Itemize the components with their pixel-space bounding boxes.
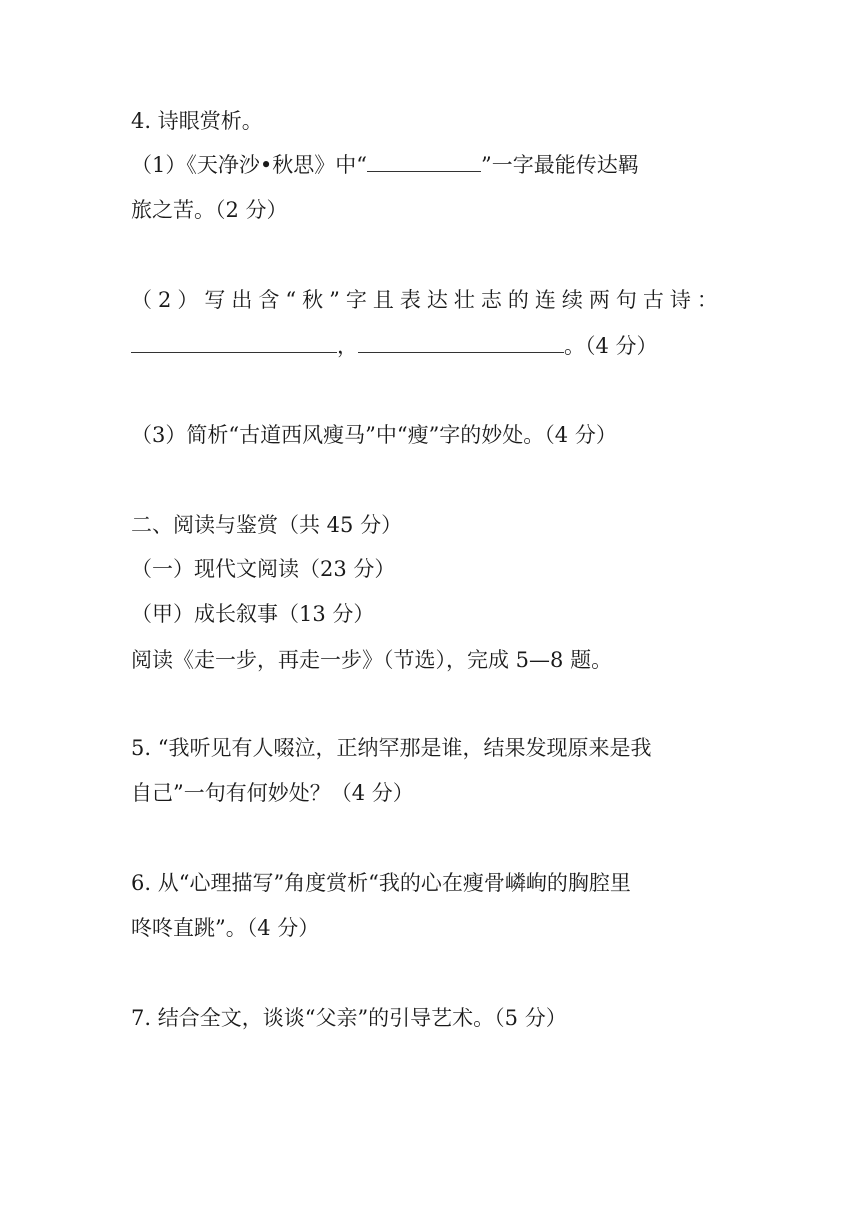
question-4-2-score: 。（4 分） <box>564 334 658 358</box>
question-4-1-text-after: ”一字最能传达羁 <box>480 153 639 177</box>
answer-blank-1[interactable] <box>367 149 481 172</box>
section-2-title: 二、阅读与鉴赏（共 45 分） <box>131 513 403 537</box>
question-4-2-separator: ， <box>337 334 358 358</box>
question-6-line-1: 6. 从“心理描写”角度赏析“我的心在瘦骨嶙峋的胸腔里 <box>131 871 631 895</box>
question-6-line-2: 咚咚直跳”。（4 分） <box>131 916 320 940</box>
section-2-part-jia: （甲）成长叙事（13 分） <box>131 602 375 626</box>
question-4-2-line-1: （2）写出含“秋”字且表达壮志的连续两句古诗： <box>131 288 724 312</box>
reading-instruction: 阅读《走一步，再走一步》（节选），完成 5—8 题。 <box>131 648 613 672</box>
question-5-line-1: 5. “我听见有人啜泣，正纳罕那是谁，结果发现原来是我 <box>131 736 652 760</box>
question-5-line-2: 自己”一句有何妙处？（4 分） <box>131 781 414 805</box>
section-2-part-1: （一）现代文阅读（23 分） <box>131 557 396 581</box>
question-7-line-1: 7. 结合全文，谈谈“父亲”的引导艺术。（5 分） <box>131 1006 567 1030</box>
question-4-1-line-2: 旅之苦。（2 分） <box>131 198 288 222</box>
answer-blank-3[interactable] <box>358 330 564 353</box>
question-4-1-text-before: （1）《天净沙•秋思》中“ <box>131 153 367 177</box>
question-4-2-line-2 <box>131 330 658 361</box>
question-4-1-line-1 <box>131 149 639 180</box>
answer-blank-2[interactable] <box>131 330 337 353</box>
question-4-3: （3）简析“古道西风瘦马”中“瘦”字的妙处。（4 分） <box>131 423 617 447</box>
question-4-title: 4. 诗眼赏析。 <box>131 109 263 133</box>
